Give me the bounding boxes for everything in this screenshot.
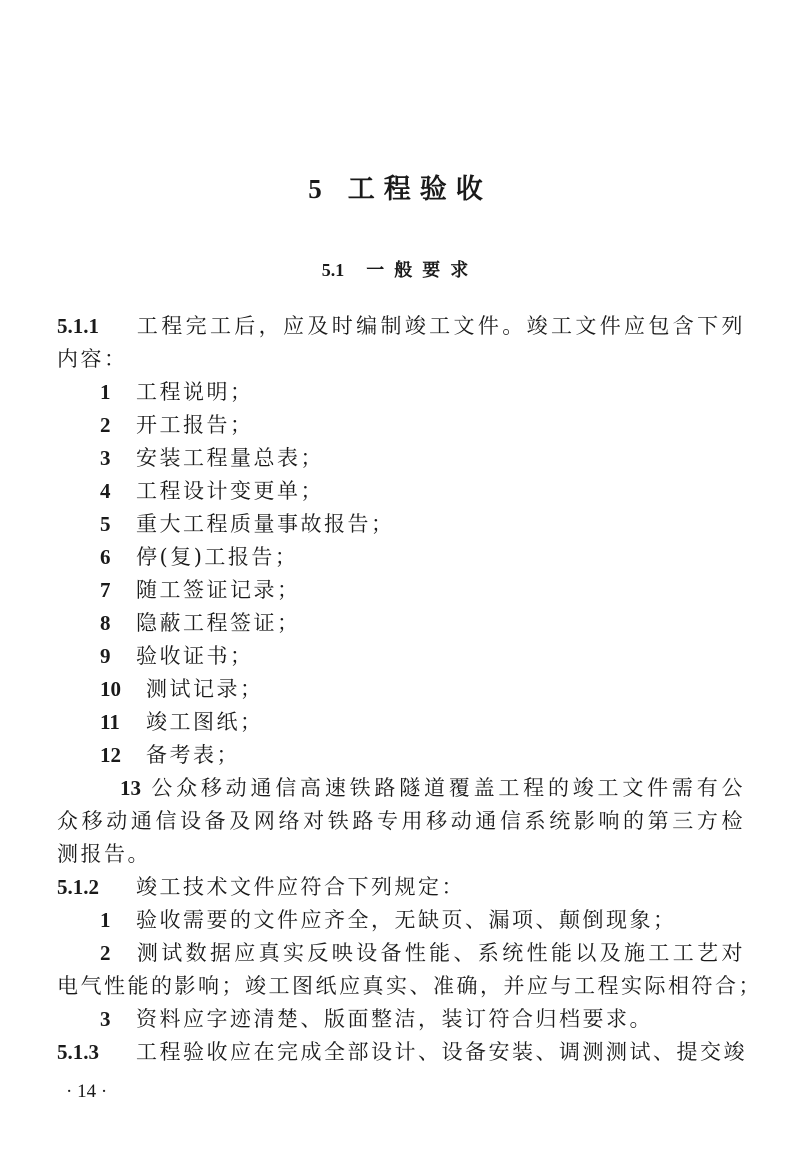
chapter-title — [0, 172, 800, 207]
item-text: 安装工程量总表； — [136, 446, 324, 470]
item-number: 9 — [100, 644, 111, 668]
item-number: 1 — [100, 908, 111, 932]
item-text: 竣工图纸； — [146, 710, 264, 734]
clause-5-1-3 — [57, 1037, 745, 1067]
item-number: 6 — [100, 545, 111, 569]
item-number: 4 — [100, 479, 111, 503]
chapter-title-text: 工程验收 — [347, 174, 492, 205]
item-text: 电气性能的影响；竣工图纸应真实、准确，并应与工程实际相符合； — [57, 974, 762, 998]
list-item — [100, 443, 324, 473]
item-text: 开工报告； — [136, 413, 254, 437]
clause-number: 5.1.1 — [57, 314, 99, 338]
item-text: 测报告。 — [57, 842, 151, 866]
list-item — [100, 641, 254, 671]
clause-text: 工程验收应在完成全部设计、设备安装、调测测试、提交竣 — [136, 1040, 747, 1064]
list-item — [120, 773, 745, 803]
list-item — [100, 542, 298, 572]
item-number: 1 — [100, 380, 111, 404]
clause-number: 5.1.2 — [57, 875, 99, 899]
list-item — [100, 377, 254, 407]
list-item — [100, 410, 254, 440]
item-number: 2 — [100, 413, 111, 437]
clause-text: 工程完工后，应及时编制竣工文件。竣工文件应包含下列 — [136, 314, 745, 338]
clause-text: 竣工技术文件应符合下列规定： — [136, 875, 465, 899]
text-line — [57, 344, 128, 374]
item-text: 资料应字迹清楚、版面整洁，装订符合归档要求。 — [136, 1007, 653, 1031]
clause-5-1-2 — [57, 872, 465, 902]
item-number: 5 — [100, 512, 111, 536]
item-text: 重大工程质量事故报告； — [136, 512, 395, 536]
item-text: 备考表； — [146, 743, 240, 767]
item-number: 3 — [100, 446, 111, 470]
item-number: 2 — [100, 941, 111, 965]
clause-5-1-1 — [57, 311, 745, 341]
item-text: 隐蔽工程签证； — [136, 611, 301, 635]
page-number: · 14 · — [66, 1081, 108, 1102]
text-line — [57, 806, 745, 836]
list-item — [100, 575, 301, 605]
item-text: 工程说明； — [136, 380, 254, 404]
item-text: 验收需要的文件应齐全，无缺页、漏项、颠倒现象； — [136, 908, 677, 932]
list-item — [100, 1004, 653, 1034]
list-item — [100, 938, 745, 968]
item-number: 13 — [120, 776, 141, 800]
item-number: 7 — [100, 578, 111, 602]
section-title-text: 一般要求 — [366, 260, 479, 281]
list-item — [100, 476, 324, 506]
clause-number: 5.1.3 — [57, 1040, 99, 1064]
item-number: 8 — [100, 611, 111, 635]
text-line — [57, 839, 151, 869]
list-item — [100, 608, 301, 638]
item-text: 测试数据应真实反映设备性能、系统性能以及施工工艺对 — [136, 941, 745, 965]
item-text: 验收证书； — [136, 644, 254, 668]
chapter-number: 5 — [308, 174, 322, 204]
list-item — [100, 707, 264, 737]
list-item — [100, 509, 395, 539]
item-text: 随工签证记录； — [136, 578, 301, 602]
item-text: 停(复)工报告； — [136, 545, 299, 569]
section-number: 5.1 — [321, 260, 345, 280]
item-number: 11 — [100, 710, 120, 734]
clause-text: 内容： — [57, 347, 128, 371]
item-text: 公众移动通信高速铁路隧道覆盖工程的竣工文件需有公 — [150, 776, 745, 800]
text-line — [57, 971, 762, 1001]
item-number: 12 — [100, 743, 121, 767]
item-number: 3 — [100, 1007, 111, 1031]
item-text: 众移动通信设备及网络对铁路专用移动通信系统影响的第三方检 — [57, 809, 745, 833]
item-text: 测试记录； — [146, 677, 264, 701]
section-title — [0, 257, 800, 284]
item-number: 10 — [100, 677, 121, 701]
list-item — [100, 674, 264, 704]
list-item — [100, 905, 677, 935]
list-item — [100, 740, 240, 770]
item-text: 工程设计变更单； — [136, 479, 324, 503]
